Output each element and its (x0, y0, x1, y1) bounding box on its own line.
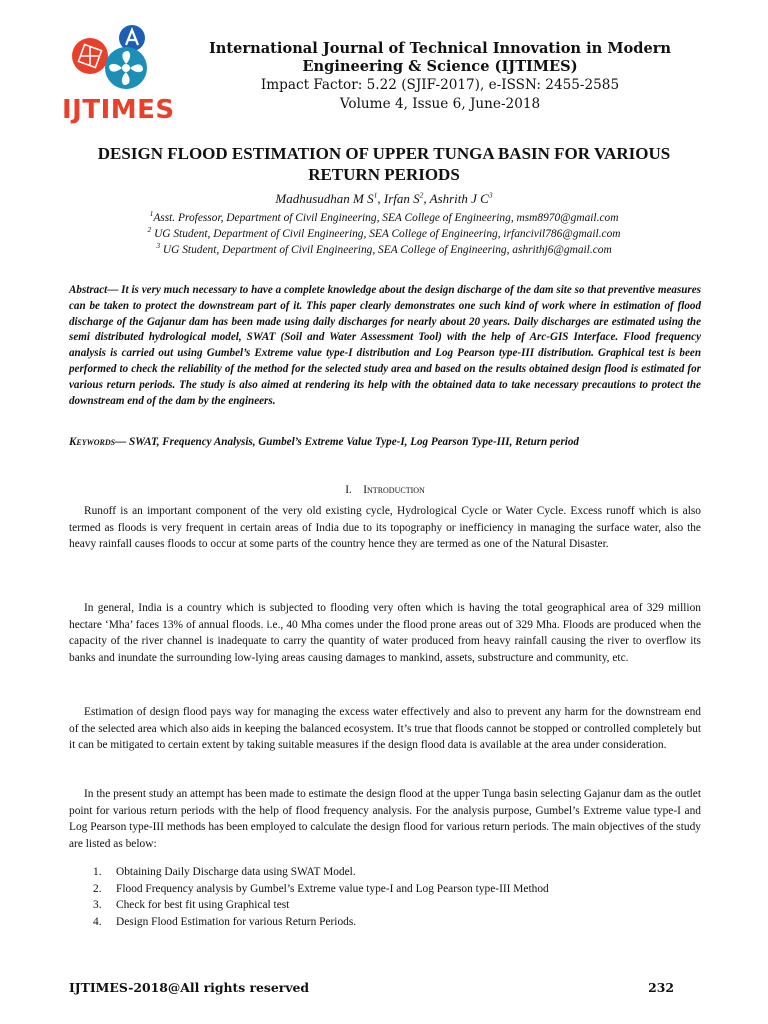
section-title: Introduction (363, 484, 425, 496)
author-list: Madhusudhan M $S^1$, Irfan $S^2$, Ashrith J $C^3$ (275, 190, 493, 206)
author-name: Irfan S (383, 191, 420, 206)
list-number: 2. (93, 882, 102, 895)
list-text: Design Flood Estimation for various Return Periods. (116, 915, 357, 928)
copyright-footer: IJTIMES-2018@All rights reserved (69, 980, 310, 995)
paper-title-line2: RETURN PERIODS (308, 165, 460, 184)
list-number: 1. (93, 866, 102, 878)
paper-title-line1: DESIGN FLOOD ESTIMATION OF UPPER TUNGA BASIN FOR VARIOUS (97, 144, 671, 163)
abstract (69, 283, 701, 409)
impact-factor: Impact Factor: 5.22 (SJIF-2017), e-ISSN: 2455-2585 (260, 77, 620, 93)
abstract-text: It is very much necessary to have a complete knowledge about the design discharge of the dam site so that preventive measures can be taken to protect the downstream part of it. This paper clearly demonstrates one such kind of work where in estimation of flood discharge of the Gajanur dam has been made using daily discharges for nearly about 20 years. Daily discharges are estimated using the semi distributed hydrological model, SWAT (Soil and Water Assessment Tool) with the help of Arc-GIS Interface. Flood frequency analysis is carried out using Gumbel’s Extreme value type-I distribution and Log Pearson type-III distribution. Graphical test is been performed to check the reliability of the method for the selected study area and based on the results obtained design flood is estimated for various return periods. The study is also aimed at rendering its help with the obtained data to take necessary precautions to protect the downstream end of the dam by the engineers. (69, 284, 701, 407)
journal-name-line1: International Journal of Technical Innovation in Modern (208, 40, 672, 57)
affiliation (50, 226, 718, 242)
list-text: Obtaining Daily Discharge data using SWAT Model. (116, 866, 356, 878)
affiliation (50, 210, 718, 226)
list-item (93, 864, 549, 881)
journal-name-line2: Engineering & Science (IJTIMES) (302, 58, 578, 75)
paragraph: In the present study an attempt has been made to estimate the design flood at the upper Tunga basin selecting Gajanur dam as the outlet point for various return periods with the help of flood frequency analysis. For the analysis purpose, Gumbel’s Extreme value type-I and Log Pearson type-III methods has been employed to calculate the design flood for various return periods. The main objectives of the study are listed as below: (69, 788, 701, 850)
list-number: 3. (93, 899, 102, 912)
section-heading (69, 483, 701, 497)
author-sup: 3 (488, 190, 493, 200)
affiliation (50, 242, 718, 258)
affiliation-text: Asst. Professor, Department of Civil Engineering, SEA College of Engineering, msm8970@gmail.com (153, 212, 619, 224)
author-sup: 1 (373, 190, 378, 200)
list-item (93, 914, 549, 931)
ijtimes-logo (60, 18, 190, 128)
paragraph: Runoff is an important component of the very old existing cycle, Hydrological Cycle or Water Cycle. Excess runoff which is also termed as floods is very frequent in certain areas of India due to its topography or inefficiency in managing the surface water, also the heavy rainfall causes floods to occur at some parts of the country hence they are termed as one of the Natural Disaster. (69, 505, 701, 551)
affiliation-sup: 1 (149, 209, 154, 219)
list-text: Flood Frequency analysis by Gumbel’s Extreme value type-I and Log Pearson type-III Method (116, 882, 549, 895)
affiliation-sup: 3 (156, 241, 161, 251)
journal-header (200, 40, 680, 114)
affiliation-text: UG Student, Department of Civil Engineering, SEA College of Engineering, ashrithj6@gmail.com (160, 244, 612, 256)
keywords (69, 435, 709, 450)
author-name: Ashrith J C (429, 191, 489, 206)
list-text: Check for best fit using Graphical test (116, 899, 290, 912)
volume-issue: Volume 4, Issue 6, June-2018 (339, 96, 541, 112)
affiliation-sup: 2 (147, 225, 152, 235)
keywords-label: Keywords— (69, 436, 127, 448)
paragraph: In general, India is a country which is subjected to flooding very often which is having the total geographical area of 329 million hectare ‘Mha’ faces 13% of annual floods. i.e., 40 Mha comes under the flood prone areas out of 329 Mha. Floods are produced when the capacity of the river channel is inadequate to carry the quantity of water produced from heavy rainfall causing the river to overflow its banks and inundate the surrounding low-lying areas causing damages to mankind, assets, substructure and community, etc. (69, 602, 701, 664)
author-sup: 2 (419, 190, 424, 200)
paragraph: Estimation of design flood pays way for managing the excess water effectively and also to prevent any harm for the downstream end of the selected area which also aids in keeping the balanced ecosystem. It’s true that floods cannot be stopped or controlled completely but it can be mitigated to certain extent by taking suitable measures if the design flood data is available at the area under consideration. (69, 706, 701, 752)
abstract-label: Abstract— (69, 284, 119, 296)
list-item (93, 897, 549, 914)
keywords-text: SWAT, Frequency Analysis, Gumbel’s Extreme Value Type-I, Log Pearson Type-III, Return period (126, 436, 579, 448)
paper-title (50, 143, 718, 185)
objectives-list (93, 864, 549, 930)
list-item (93, 881, 549, 898)
list-number: 4. (93, 915, 102, 928)
page-number: 232 (648, 980, 674, 995)
author-name: Madhusudhan M S (275, 191, 374, 206)
section-number: I. (345, 484, 352, 496)
logo-wordmark: IJTIMES (62, 95, 175, 125)
affiliation-text: UG Student, Department of Civil Engineering, SEA College of Engineering, irfancivil786@gmail.com (151, 228, 621, 240)
affiliation-list (50, 210, 718, 258)
